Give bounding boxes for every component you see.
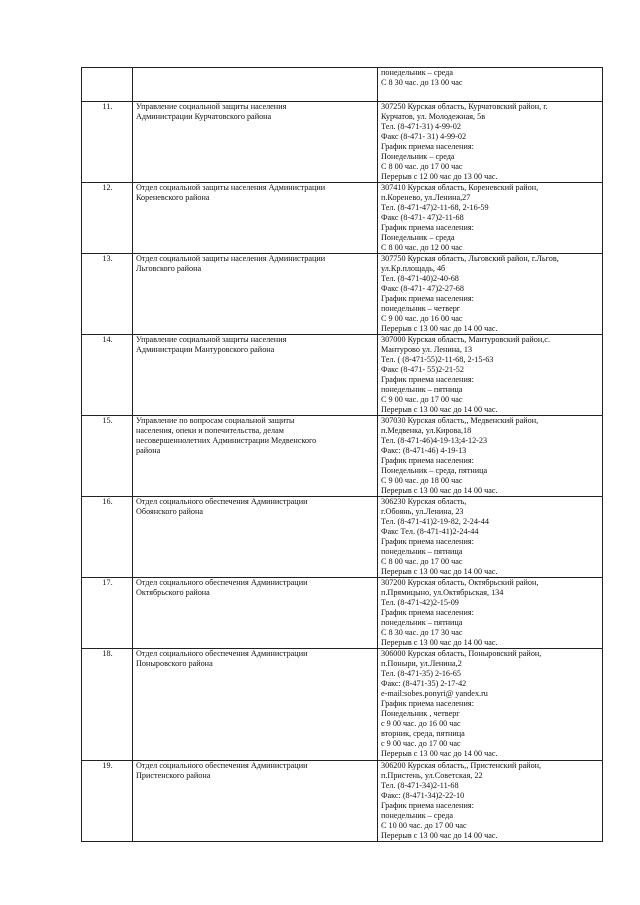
contact-info-line: понедельник – пятница	[381, 618, 463, 627]
office-name-line: Отдел социальной защиты населения Администрации	[136, 183, 326, 192]
office-name-cell	[133, 102, 378, 183]
row-number: 11.	[82, 102, 133, 183]
contact-info-line: График приема населения:	[381, 801, 474, 810]
contact-info-line: Перерыв с 12 00 час до 13 00 час.	[381, 172, 498, 181]
table-row	[82, 761, 603, 842]
contact-info-line: вторник, среда, пятница	[381, 729, 465, 738]
office-name-line: Отдел социального обеспечения Администрации	[136, 497, 308, 506]
contact-info-line: 307250 Курская область, Курчатовский район, г.	[381, 102, 548, 111]
row-number	[82, 68, 133, 102]
office-name-line: Управление социальной защиты населения	[136, 335, 287, 344]
contact-info-line: Тел. (8-471-35) 2-16-65	[381, 669, 461, 678]
contact-info-line: Перерыв с 13 00 час до 14 00 час.	[381, 749, 498, 758]
table-row	[82, 183, 603, 254]
office-name-cell	[133, 416, 378, 497]
row-number: 14.	[82, 335, 133, 416]
row-number: 19.	[82, 761, 133, 842]
contact-info-line: Перерыв с 13 00 час до 14 00 час.	[381, 831, 498, 840]
contact-info-line: Факс: (8-471-34)2-22-10	[381, 791, 465, 800]
contact-info-line: С 8 30 час. до 13 00 час	[381, 78, 463, 87]
contact-info-line: График приема населения:	[381, 294, 474, 303]
contact-info-line: п.Коренево, ул.Ленина,27	[381, 193, 471, 202]
contact-info-line: Перерыв с 13 00 час до 14 00 час.	[381, 324, 498, 333]
row-number: 15.	[82, 416, 133, 497]
table-row	[82, 497, 603, 578]
contact-info-line: С 8 00 час. до 17 00 час	[381, 557, 463, 566]
contact-info-line: п.Пристень, ул.Советская, 22	[381, 771, 483, 780]
contact-info-cell	[378, 416, 603, 497]
contact-info-line: Понедельник – среда	[381, 152, 455, 161]
office-name-cell	[133, 335, 378, 416]
office-name-line: Отдел социальной защиты населения Администрации	[136, 254, 326, 263]
contact-info-line: понедельник – пятница	[381, 385, 463, 394]
contact-info-line: Тел. (8-471-42)2-15-09	[381, 598, 459, 607]
contact-info-cell	[378, 254, 603, 335]
office-name-line: Управление социальной защиты населения	[136, 102, 287, 111]
contact-info-line: График приема населения:	[381, 608, 474, 617]
office-name-line: Октябрьского района	[136, 588, 210, 597]
contact-info-line: ул.Кр.площадь, 4б	[381, 264, 446, 273]
contact-info-line: Мантурово ул. Ленина, 13	[381, 345, 473, 354]
office-name-line: Кореневского района	[136, 193, 210, 202]
contact-info-cell	[378, 68, 603, 102]
contact-info-line: С 9 00 час. до 16 00 час	[381, 314, 463, 323]
contact-info-line: График приема населения:	[381, 223, 474, 232]
table-row	[82, 578, 603, 649]
office-name-line: Обоянского района	[136, 507, 203, 516]
contact-info-line: e-mail:sobes.ponyri@ yandex.ru	[381, 689, 488, 698]
contact-info-line: понедельник – пятница	[381, 547, 463, 556]
office-name-line: Отдел социального обеспечения Администрации	[136, 578, 308, 587]
contact-info-line: 307750 Курская область, Льговский район, г.Льгов,	[381, 254, 559, 263]
contact-info-line: г.Обоянь, ул.Ленина, 23	[381, 507, 464, 516]
contact-info-line: График приема населения:	[381, 142, 474, 151]
table-row	[82, 254, 603, 335]
contact-info-line: 306000 Курская область, Поныровский район,	[381, 649, 542, 658]
contact-info-line: Факс (8-471- 47)2-11-68	[381, 213, 464, 222]
office-name-line: Отдел социального обеспечения Администрации	[136, 649, 308, 658]
contact-info-line: п.Медвенка, ул.Кирова,18	[381, 426, 472, 435]
contact-info-line: График приема населения:	[381, 699, 474, 708]
office-name-line: населения, опеки и попечительства, делам	[136, 426, 284, 435]
row-number: 17.	[82, 578, 133, 649]
table-row	[82, 68, 603, 102]
contact-info-line: Факс (8-471- 47)2-27-68	[381, 284, 464, 293]
table-row	[82, 649, 603, 761]
contact-info-line: п.Поныри, ул.Ленина,2	[381, 659, 462, 668]
office-name-cell	[133, 183, 378, 254]
contact-info-line: С 8 00 час. до 12 00 час	[381, 243, 463, 252]
contact-info-line: Тел. (8-471-34)2-11-68	[381, 781, 459, 790]
contact-info-line: Понедельник – среда, пятница	[381, 466, 488, 475]
contact-info-line: Курчатов, ул. Молодежная, 5в	[381, 112, 486, 121]
contact-info-line: понедельник – среда	[381, 811, 453, 820]
office-name-line: Администрации Мантуровского района	[136, 345, 275, 354]
contact-info-cell	[378, 497, 603, 578]
contact-info-line: 306200 Курская область,, Пристенский район,	[381, 761, 542, 770]
contact-info-cell	[378, 578, 603, 649]
contact-info-line: Перерыв с 13 00 час до 14 00 час.	[381, 638, 498, 647]
row-number: 16.	[82, 497, 133, 578]
office-name-line: района	[136, 446, 161, 455]
contact-info-cell	[378, 761, 603, 842]
social-protection-offices-table	[81, 67, 603, 842]
contact-info-line: понедельник – четверг	[381, 304, 461, 313]
contact-info-line: 307200 Курская область, Октябрьский район,	[381, 578, 539, 587]
contact-info-line: Тел. (8-471-31) 4-99-02	[381, 122, 461, 131]
contact-info-line: График приема населения:	[381, 375, 474, 384]
office-name-line: Администрации Курчатовского района	[136, 112, 272, 121]
contact-info-line: С 8 30 час. до 17 30 час	[381, 628, 463, 637]
contact-info-line: С 10 00 час. до 17 00 час	[381, 821, 467, 830]
contact-info-line: Перерыв с 13 00 час до 14 00 час.	[381, 405, 498, 414]
row-number: 13.	[82, 254, 133, 335]
contact-info-line: С 8 00 час. до 17 00 час	[381, 162, 463, 171]
contact-info-line: Факс: (8-471-35) 2-17-42	[381, 679, 467, 688]
contact-info-line: Тел. ( (8-471-55)2-11-68, 2-15-63	[381, 355, 494, 364]
contact-info-line: С 9 00 час. до 18 00 час	[381, 476, 463, 485]
contact-info-line: Факс (8-471- 31) 4-99-02	[381, 132, 467, 141]
office-name-line: Управление по вопросам социальной защиты	[136, 416, 295, 425]
office-name-cell	[133, 761, 378, 842]
office-name-cell	[133, 649, 378, 761]
table-row	[82, 416, 603, 497]
row-number: 18.	[82, 649, 133, 761]
contact-info-line: Тел. (8-471-47)2-11-68, 2-16-59	[381, 203, 489, 212]
office-name-line: Пристенского района	[136, 771, 211, 780]
contact-info-line: Тел. (8-471-40)2-40-68	[381, 274, 459, 283]
contact-info-line: п.Прямицыно, ул.Октябрьская, 134	[381, 588, 504, 597]
contact-info-line: С 9 00 час. до 17 00 час	[381, 395, 463, 404]
office-name-line: Поныровского района	[136, 659, 213, 668]
office-name-cell	[133, 578, 378, 649]
contact-info-line: График приема населения:	[381, 537, 474, 546]
contact-info-line: Перерыв с 13 00 час до 14 00 час.	[381, 567, 498, 576]
contact-info-line: 307410 Курская область, Кореневский район,	[381, 183, 539, 192]
contact-info-cell	[378, 335, 603, 416]
table-row	[82, 335, 603, 416]
contact-info-line: Понедельник – среда	[381, 233, 455, 242]
contact-info-line: 307000 Курская область, Мантуровский район,с.	[381, 335, 550, 344]
contact-info-line: Факс: (8-471-46) 4-19-13	[381, 446, 467, 455]
contact-info-line: Перерыв с 13 00 час до 14 00 час.	[381, 486, 498, 495]
contact-info-line: 307030 Курская область,, Медвенский район,	[381, 416, 539, 425]
contact-info-line: с 9 00 час. до 17 00 час	[381, 739, 461, 748]
table-row	[82, 102, 603, 183]
office-name-cell	[133, 254, 378, 335]
table-body	[82, 68, 603, 842]
contact-info-line: Факс (8-471- 55)2-21-52	[381, 365, 464, 374]
contact-info-cell	[378, 102, 603, 183]
contact-info-line: Тел. (8-471-46)4-19-13;4-12-23	[381, 436, 488, 445]
contact-info-line: с 9 00 час. до 16 00 час	[381, 719, 461, 728]
contact-info-line: Понедельник , четверг	[381, 709, 460, 718]
office-name-line: Отдел социального обеспечения Администрации	[136, 761, 308, 770]
office-name-line: несовершеннолетних Администрации Медвенского	[136, 436, 317, 445]
office-name-cell	[133, 497, 378, 578]
row-number: 12.	[82, 183, 133, 254]
contact-info-line: Тел. (8-471-41)2-19-82, 2-24-44	[381, 517, 489, 526]
office-name-cell	[133, 68, 378, 102]
contact-info-cell	[378, 183, 603, 254]
contact-info-line: График приема населения:	[381, 456, 474, 465]
contact-info-line: 306230 Курская область,	[381, 497, 467, 506]
contact-info-line: Факс Тел. (8-471-41)2-24-44	[381, 527, 479, 536]
contact-info-cell	[378, 649, 603, 761]
office-name-line: Льговского района	[136, 264, 202, 273]
contact-info-line: понедельник – среда	[381, 68, 453, 77]
